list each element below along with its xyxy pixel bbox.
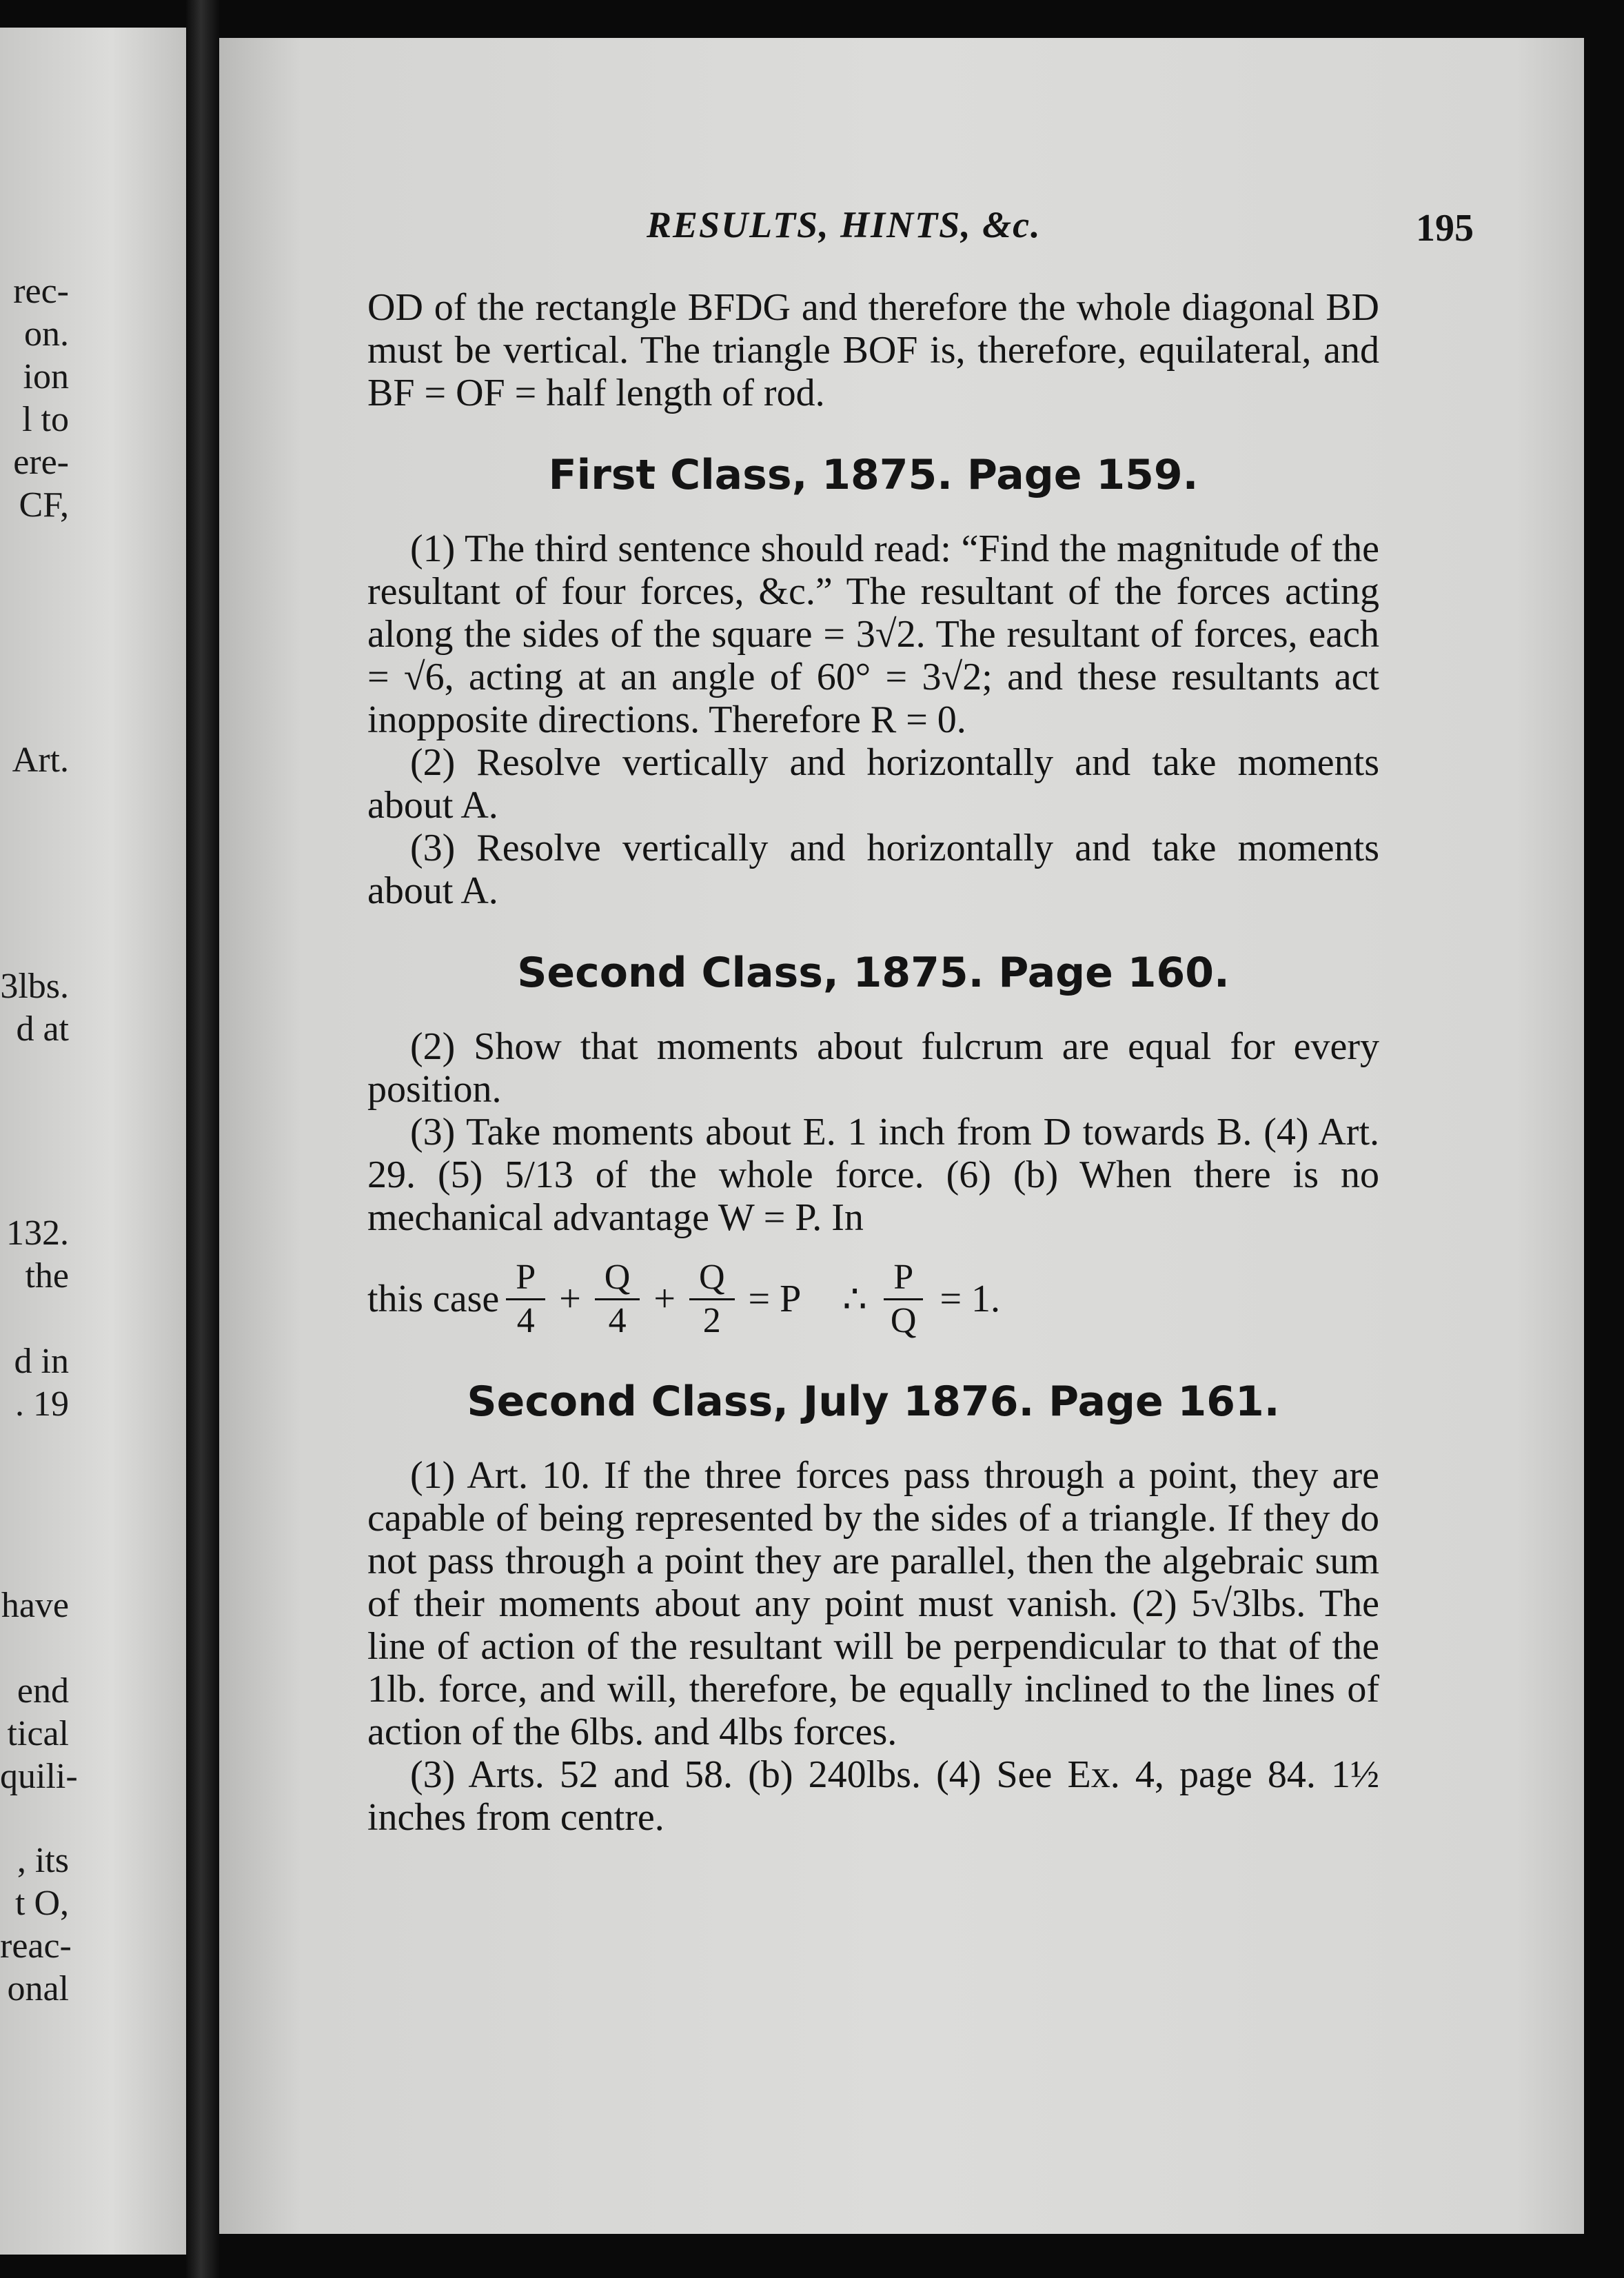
intro-paragraph: OD of the rectangle BFDG and therefore the whole diagonal BD must be vertical. The triangle BOF is, therefore, equilateral, and BF = OF = half length of rod. [367,286,1379,414]
fraction-numerator: P [884,1257,923,1300]
book-gutter [186,0,219,2278]
facing-page-text: end [17,1671,69,1711]
facing-page-text: ion [23,357,69,396]
page-body [367,286,1379,1839]
fraction-denominator: Q [890,1300,917,1340]
book-page [219,38,1584,2234]
facing-page-text: ere- [13,443,69,482]
answer-paragraph: (2) Show that moments about fulcrum are equal for every position. [367,1025,1379,1111]
facing-page-text: reac- [0,1926,72,1966]
fraction [689,1257,735,1342]
equals-term: = P [748,1278,802,1320]
section-heading: Second Class, 1875. Page 160. [517,949,1230,997]
therefore-symbol: ∴ [842,1278,867,1321]
facing-page-text: tical [7,1714,69,1753]
fraction-numerator: Q [595,1257,640,1300]
answer-paragraph: (3) Resolve vertically and horizontally and take moments about A. [367,827,1379,912]
facing-page-text: l to [22,400,69,439]
plus-sign: + [559,1278,581,1320]
answer-paragraph: (1) Art. 10. If the three forces pass through a point, they are capable of being represented by the sides of a triangle. If they do not pass through a point they are parallel, then the algebraic sum of their moments about any point must vanish. (2) 5√3lbs. The line of action of the resultant will be perpendicular to that of the 1lb. force, and will, therefore, be equally inclined to the lines of action of the 6lbs. and 4lbs forces. [367,1454,1379,1753]
running-header [219,203,1584,259]
facing-page-text: d at [16,1009,69,1049]
answer-paragraph: (3) Take moments about E. 1 inch from D towards B. (4) Art. 29. (5) 5/13 of the whole force. (6) (b) When there is no mechanical advantage W = P. In [367,1111,1379,1239]
fraction [595,1257,640,1342]
facing-page-text: d in [14,1342,69,1381]
facing-page-text: CF, [19,485,69,525]
answer-paragraph: (2) Resolve vertically and horizontally and take moments about A. [367,741,1379,827]
fraction [506,1257,545,1342]
section-heading: First Class, 1875. Page 159. [548,451,1199,499]
fraction-numerator: Q [689,1257,735,1300]
facing-page-text: Art. [12,740,69,780]
fraction-denominator: 4 [516,1300,535,1340]
facing-page-text: 3lbs. [0,967,69,1006]
facing-page-text: t O, [15,1884,69,1923]
answer-paragraph: (3) Arts. 52 and 58. (b) 240lbs. (4) See Ex. 4, page 84. 1½ inches from centre. [367,1753,1379,1839]
equation-line [367,1247,1379,1351]
facing-page-text: on. [24,314,69,354]
fraction [881,1257,926,1342]
running-title: RESULTS, HINTS, &c. [647,204,1042,245]
section-heading: Second Class, July 1876. Page 161. [467,1378,1280,1426]
facing-page-fragment [0,28,186,2255]
page-number: 195 [1416,207,1474,250]
answer-paragraph: (1) The third sentence should read: “Find the magnitude of the resultant of four forces, &c.” The resultant of the forces acting along the sides of the square = 3√2. The resultant of forces, each = √6, acting at an angle of 60° = 3√2; and these resultants act inopposite directions. Therefore R = 0. [367,527,1379,741]
facing-page-text: , its [17,1841,69,1880]
facing-page-text: rec- [13,272,69,311]
fraction-numerator: P [506,1257,545,1300]
facing-page-text: have [1,1586,69,1625]
plus-sign: + [653,1278,676,1320]
facing-page-text: . 19 [15,1384,69,1424]
facing-page-text: 132. [6,1213,69,1253]
facing-page-text: onal [7,1969,69,2008]
facing-page-text: the [25,1256,69,1296]
facing-page-text: quili- [0,1757,78,1796]
equation-lead: this case [367,1278,500,1320]
fraction-denominator: 4 [608,1300,627,1340]
fraction-denominator: 2 [702,1300,721,1340]
equals-term: = 1. [940,1278,1001,1320]
